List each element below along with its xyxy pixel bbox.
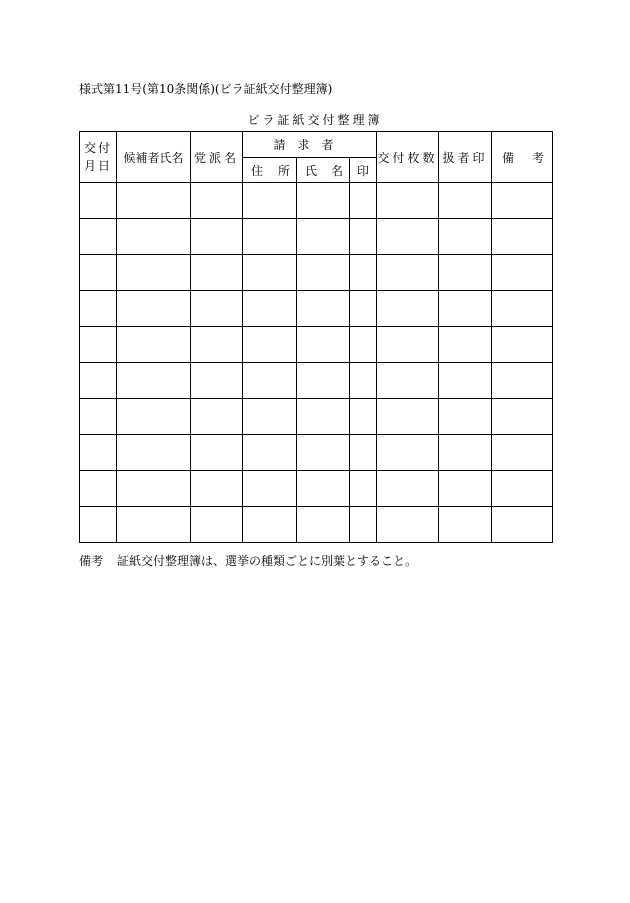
form-number-label: 様式第11号(第10条関係)(ビラ証紙交付整理簿) [79,82,333,96]
party-cell[interactable] [191,507,243,543]
seal-cell[interactable] [350,507,377,543]
address-cell[interactable] [243,219,297,255]
remarks-cell[interactable] [492,291,553,327]
issued-count-cell[interactable] [377,219,439,255]
name-cell[interactable] [297,327,350,363]
remark-note [79,552,417,569]
party-cell[interactable] [191,327,243,363]
party-cell[interactable] [191,471,243,507]
seal-cell[interactable] [350,255,377,291]
address-header [243,158,297,183]
handler-seal-cell[interactable] [439,291,492,327]
party-cell[interactable] [191,291,243,327]
issued-count-cell[interactable] [377,507,439,543]
table-row [80,363,553,399]
issue-date-cell[interactable] [80,399,117,435]
name-cell[interactable] [297,363,350,399]
address-cell[interactable] [243,399,297,435]
remarks-header [492,132,553,183]
issue-date-cell[interactable] [80,363,117,399]
candidate-name-cell[interactable] [117,399,191,435]
handler-seal-cell[interactable] [439,219,492,255]
candidate-name-cell[interactable] [117,219,191,255]
table-row [80,435,553,471]
party-cell[interactable] [191,399,243,435]
address-cell[interactable] [243,507,297,543]
issue-date-cell[interactable] [80,471,117,507]
issued-count-header: 交付枚数 [377,132,439,183]
ledger-body [80,183,553,543]
seal-cell[interactable] [350,399,377,435]
handler-seal-cell[interactable] [439,255,492,291]
name-cell[interactable] [297,471,350,507]
handler-seal-cell[interactable] [439,507,492,543]
remarks-cell[interactable] [492,183,553,219]
candidate-name-cell[interactable] [117,255,191,291]
issue-date-cell[interactable] [80,327,117,363]
name-cell[interactable] [297,507,350,543]
issued-count-cell[interactable] [377,183,439,219]
document-title: ビラ証紙交付整理簿 [247,113,383,127]
party-cell[interactable] [191,183,243,219]
issue-date-header [80,132,117,183]
party-cell[interactable] [191,219,243,255]
remarks-cell[interactable] [492,471,553,507]
party-cell[interactable] [191,255,243,291]
seal-cell[interactable] [350,435,377,471]
candidate-name-cell[interactable] [117,183,191,219]
handler-seal-header: 扱者印 [439,132,492,183]
issued-count-cell[interactable] [377,363,439,399]
party-header: 党派名 [191,132,243,183]
handler-seal-cell[interactable] [439,399,492,435]
issued-count-cell[interactable] [377,435,439,471]
address-cell[interactable] [243,255,297,291]
table-row [80,291,553,327]
seal-cell[interactable] [350,363,377,399]
address-cell[interactable] [243,471,297,507]
issue-date-header-top: 交付 [83,141,112,155]
seal-cell[interactable] [350,219,377,255]
name-cell[interactable] [297,255,350,291]
candidate-name-header: 候補者氏名 [117,132,191,183]
table-row [80,399,553,435]
candidate-name-cell[interactable] [117,327,191,363]
requester-header: 請求者 [243,132,377,158]
issued-count-cell[interactable] [377,291,439,327]
address-cell[interactable] [243,363,297,399]
candidate-name-cell[interactable] [117,291,191,327]
name-cell[interactable] [297,183,350,219]
handler-seal-cell[interactable] [439,435,492,471]
handler-seal-cell[interactable] [439,327,492,363]
address-header-char-1: 住 [251,163,264,178]
table-row [80,255,553,291]
seal-cell[interactable] [350,291,377,327]
issue-date-cell[interactable] [80,219,117,255]
seal-cell[interactable] [350,471,377,507]
issue-date-cell[interactable] [80,435,117,471]
address-header-char-2: 所 [277,163,290,178]
table-row [80,471,553,507]
candidate-name-cell[interactable] [117,435,191,471]
name-header-char-1: 氏 [305,163,318,178]
party-cell[interactable] [191,363,243,399]
table-row [80,219,553,255]
handler-seal-cell[interactable] [439,471,492,507]
table-row [80,183,553,219]
remarks-cell[interactable] [492,255,553,291]
address-cell[interactable] [243,327,297,363]
handler-seal-cell[interactable] [439,183,492,219]
remarks-cell[interactable] [492,399,553,435]
candidate-name-cell[interactable] [117,471,191,507]
remarks-cell[interactable] [492,219,553,255]
seal-cell[interactable] [350,183,377,219]
remarks-cell[interactable] [492,507,553,543]
issue-date-cell[interactable] [80,183,117,219]
table-row [80,327,553,363]
address-cell[interactable] [243,435,297,471]
candidate-name-cell[interactable] [117,363,191,399]
issue-date-cell[interactable] [80,255,117,291]
name-cell[interactable] [297,291,350,327]
issue-date-cell[interactable] [80,291,117,327]
address-cell[interactable] [243,183,297,219]
party-cell[interactable] [191,435,243,471]
remarks-header-char-2: 考 [532,150,545,165]
seal-header: 印 [350,158,377,183]
seal-cell[interactable] [350,327,377,363]
issued-count-cell[interactable] [377,399,439,435]
candidate-name-cell[interactable] [117,507,191,543]
remark-text: 証紙交付整理簿は、選挙の種類ごとに別葉とすること。 [117,554,418,568]
issue-date-cell[interactable] [80,507,117,543]
name-header-char-2: 名 [330,163,343,178]
remark-label: 備考 [79,554,104,568]
name-header [297,158,350,183]
issued-count-cell[interactable] [377,327,439,363]
name-cell[interactable] [297,435,350,471]
remarks-cell[interactable] [492,327,553,363]
address-cell[interactable] [243,291,297,327]
handler-seal-cell[interactable] [439,363,492,399]
issue-date-header-bottom: 月日 [83,159,112,173]
table-row [80,507,553,543]
name-cell[interactable] [297,219,350,255]
remarks-cell[interactable] [492,363,553,399]
remarks-header-char-1: 備 [502,150,515,165]
issued-count-cell[interactable] [377,471,439,507]
issued-count-cell[interactable] [377,255,439,291]
remarks-cell[interactable] [492,435,553,471]
ledger-table [79,131,553,543]
name-cell[interactable] [297,399,350,435]
